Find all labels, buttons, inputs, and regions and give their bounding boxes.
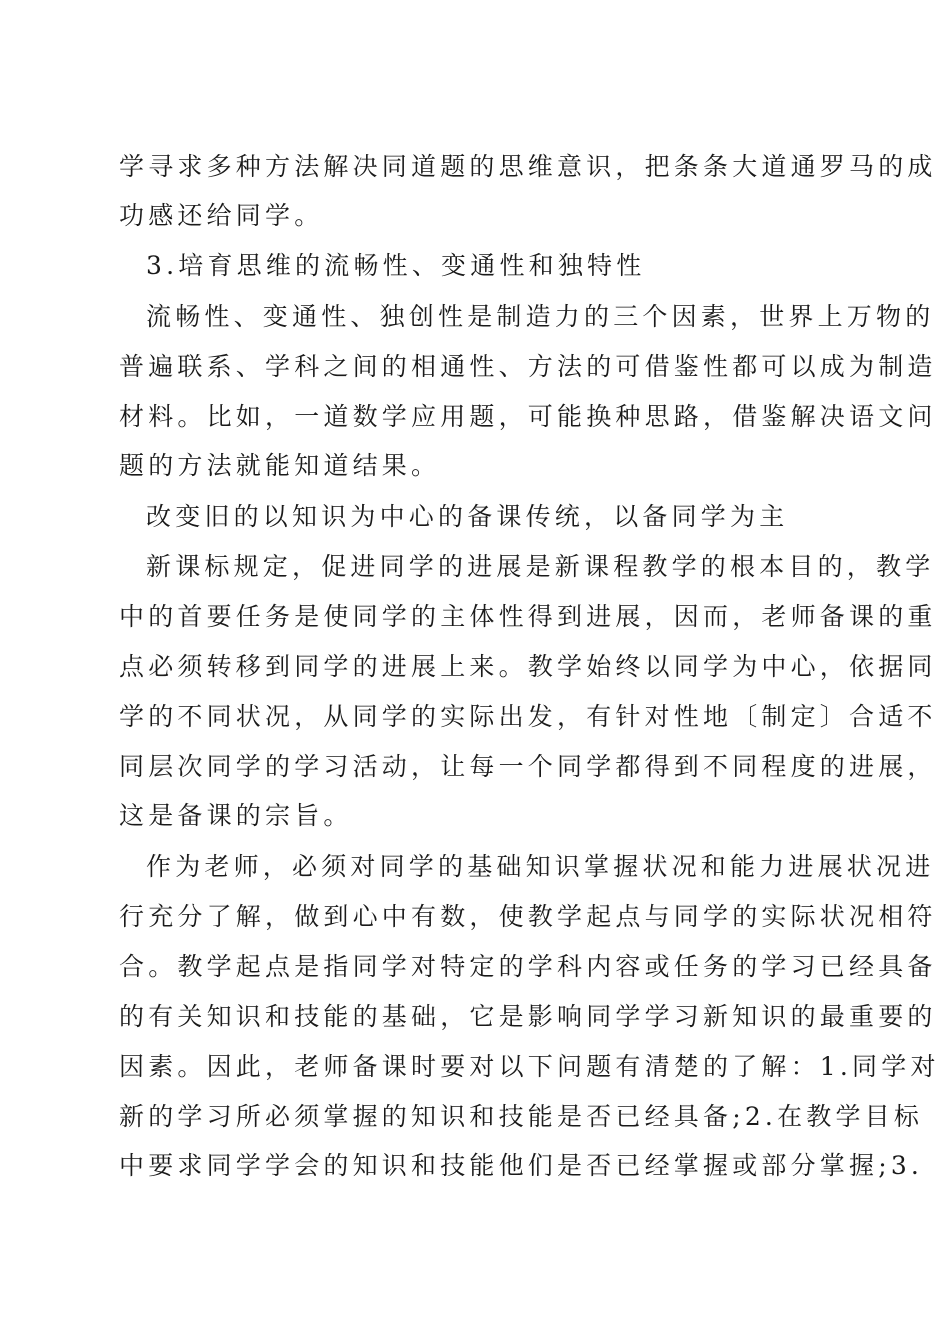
text-line: 点必须转移到同学的进展上来。教学始终以同学为中心，依据同 (119, 652, 937, 681)
text-line: 流畅性、变通性、独创性是制造力的三个因素，世界上万物的 (146, 302, 935, 331)
text-line: 学的不同状况，从同学的实际出发，有针对性地〔制定〕合适不 (119, 702, 937, 731)
text-line: 合。教学起点是指同学对特定的学科内容或任务的学习已经具备 (119, 952, 937, 981)
text-line: 学寻求多种方法解决同道题的思维意识，把条条大道通罗马的成 (119, 152, 937, 181)
text-line: 因素。因此，老师备课时要对以下问题有清楚的了解：1.同学对 (119, 1052, 940, 1081)
text-line: 新的学习所必须掌握的知识和技能是否已经具备;2.在教学目标 (119, 1102, 924, 1131)
text-line: 作为老师，必须对同学的基础知识掌握状况和能力进展状况进 (146, 852, 935, 881)
text-line: 材料。比如，一道数学应用题，可能换种思路，借鉴解决语文问 (119, 402, 937, 431)
text-line: 的有关知识和技能的基础，它是影响同学学习新知识的最重要的 (119, 1002, 937, 1031)
text-line: 新课标规定，促进同学的进展是新课程教学的根本目的，教学 (146, 552, 935, 581)
section-heading: 3.培育思维的流畅性、变通性和独特性 (146, 251, 646, 280)
text-line: 中的首要任务是使同学的主体性得到进展，因而，老师备课的重 (119, 602, 937, 631)
text-line: 题的方法就能知道结果。 (119, 451, 441, 480)
text-line: 普遍联系、学科之间的相通性、方法的可借鉴性都可以成为制造 (119, 352, 937, 381)
text-line: 同层次同学的学习活动，让每一个同学都得到不同程度的进展， (119, 752, 937, 781)
text-line: 这是备课的宗旨。 (119, 801, 353, 830)
section-heading: 改变旧的以知识为中心的备课传统，以备同学为主 (146, 502, 789, 531)
text-line: 功感还给同学。 (119, 201, 324, 230)
text-line: 中要求同学学会的知识和技能他们是否已经掌握或部分掌握;3. (119, 1151, 924, 1180)
text-line: 行充分了解，做到心中有数，使教学起点与同学的实际状况相符 (119, 902, 937, 931)
